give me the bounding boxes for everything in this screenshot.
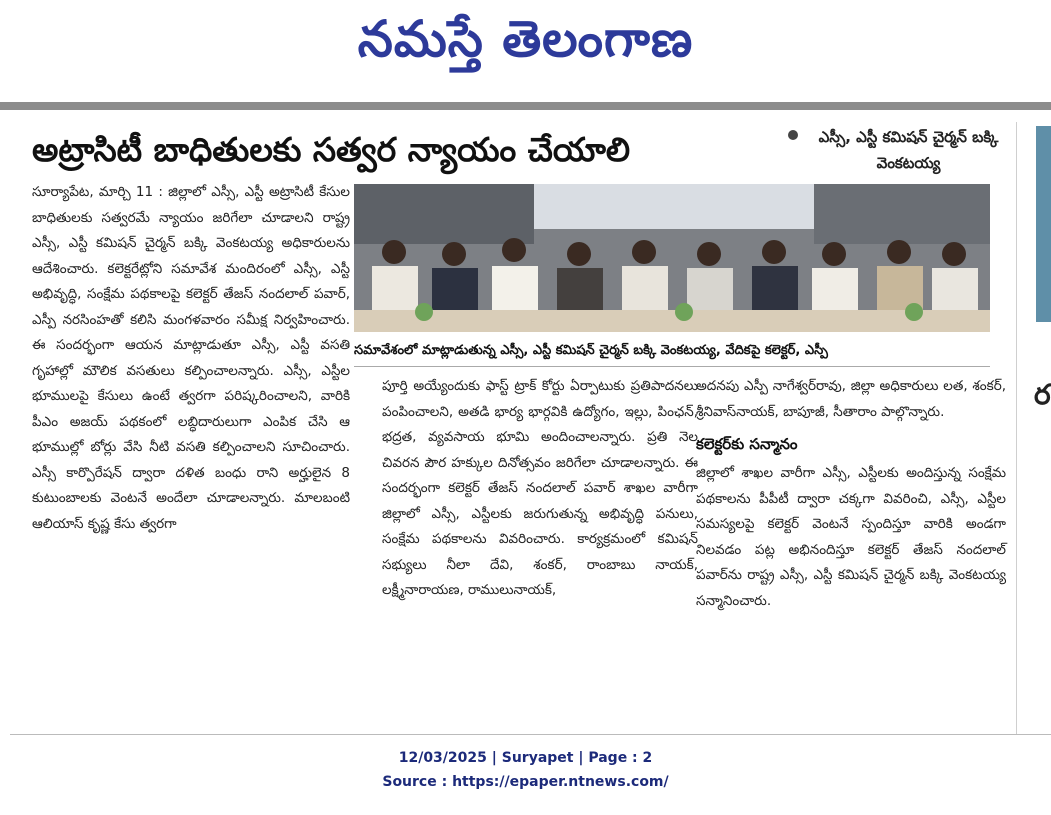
adjacent-article-edge [1030, 122, 1051, 734]
source-link[interactable]: Source : https://epaper.ntnews.com/ [382, 774, 669, 790]
article-subheadline: ఎస్సీ, ఎస్టీ కమిషన్ చైర్మన్ బక్కి వెంకటయ్య [818, 128, 999, 172]
article-clip [10, 122, 1016, 734]
bullet-icon [788, 130, 798, 140]
meeting-photo-illustration [354, 184, 990, 332]
clip-bottom-border [10, 734, 1051, 735]
masthead-divider [0, 102, 1051, 110]
article-column-3 [696, 374, 1006, 614]
article-column-2 [382, 374, 698, 604]
column-3-intro: అదనపు ఎస్పీ నాగేశ్వర్‌రావు, జిల్లా అధికారులు లత, శంకర్, శ్రీనివాస్‌నాయక్, బాపూజీ, సీతారాం పాల్గొన్నారు. [696, 378, 1006, 420]
photo-caption: సమావేశంలో మాట్లాడుతున్న ఎస్సీ, ఎస్టీ కమిషన్ చైర్మన్ బక్కి వెంకటయ్య, వేదికపై కలెక్టర్, ఎస్పీ [354, 336, 990, 367]
masthead [0, 0, 1051, 100]
adjacent-photo-edge [1036, 126, 1051, 322]
adjacent-headline-glyph: ర [1034, 378, 1051, 411]
page-footer [0, 746, 1051, 794]
newspaper-logo: నమస్తే తెలంగాణ [357, 10, 694, 68]
column-1-text: సూర్యాపేట, మార్చి 11 : జిల్లాలో ఎస్సీ, ఎస్టీ అట్రాసిటీ కేసుల బాధితులకు సత్వరమే న్యాయం జరిగేలా చూడాలని రాష్ట్ర ఎస్సీ, ఎస్టీ కమిషన్ చైర్మన్ బక్కి వెంకటయ్య అధికారులను ఆదేశించారు. కలెక్టరేట్లోని సమావేశ మందిరంలో ఎస్సీ, ఎస్టీ అభివృద్ధి, సంక్షేమ పథకాలపై కలెక్టర్ తేజస్ నందలాల్ పవార్, ఎస్పీ నరసింహతో కలిసి మంగళవారం సమీక్ష నిర్వహించారు. ఈ సందర్భంగా ఆయన మాట్లాడుతూ ఎస్సీ, ఎస్టీ వసతి గృహాల్లో మౌలిక వసతులు కల్పించాలన్నారు. ఎస్సీ, ఎస్టీల భూములపై కేసులు ఉంటే త్వరగా పరిష్కరించాలని, వారికి పీఎం అజయ్ పథకంలో లబ్ధిదారులుగా ఎంపిక చేసి ఆ భూముల్లో బోర్లు వేసి నీటి వసతి కల్పించాలని సూచించారు. ఎస్సీ కార్పొరేషన్ ద్వారా దళిత బంధు రాని అర్హులైన 8 కుటుంబాలకు వెంటనే అందేలా చూడాలన్నారు. మాలబంటి ఆలియాస్ కృష్ణ కేసు త్వరగా [32, 184, 350, 532]
column-2-text: పూర్తి అయ్యేందుకు ఫాస్ట్ ట్రాక్ కోర్టు ఏర్పాటుకు ప్రతిపాదనలు పంపించాలని, అతడి భార్య భార్గవికి ఉద్యోగం, ఇల్లు, పింఛన్, భద్రత, వ్యవసాయ భూమి అందించాలన్నారు. ప్రతి నెల చివరన పౌర హక్కుల దినోత్సవం జరిగేలా చూడాలన్నారు. ఈ సందర్భంగా కలెక్టర్ తేజస్ నందలాల్ పవార్ శాఖల వారీగా జిల్లాలో ఎస్సీ, ఎస్టీలకు జరుగుతున్న అభివృద్ధి పనులు, సంక్షేమ పథకాలను వివరించారు. కార్యక్రమంలో కమిషన్ సభ్యులు నీలా దేవి, శంకర్, రాంబాబు నాయక్, లక్ష్మీనారాయణ, రాములునాయక్, [382, 378, 698, 598]
section-heading: కలెక్టర్‌కు సన్మానం [696, 435, 798, 453]
news-photo [354, 184, 990, 332]
article-column-1 [32, 180, 350, 537]
article-headline: అట్రాసిటీ బాధితులకు సత్వర న్యాయం చేయాలి [32, 130, 631, 169]
edition-info: 12/03/2025 | Suryapet | Page : 2 [398, 750, 653, 766]
column-3-body: జిల్లాలో శాఖల వారీగా ఎస్సీ, ఎస్టీలకు అందిస్తున్న సంక్షేమ పథకాలను పీపీటీ ద్వారా చక్కగా వివరించి, ఎస్సీ, ఎస్టీల సమస్యలపై కలెక్టర్ వెంటనే స్పందిస్తూ వారికి అండగా నిలవడం పట్ల అభినందిస్తూ కలెక్టర్ తేజస్ నందలాల్ పవార్‌ను రాష్ట్ర ఎస్సీ, ఎస్టీ కమిషన్ చైర్మన్ బక్కి వెంకటయ్య సన్మానించారు. [696, 465, 1006, 609]
column-divider [1016, 122, 1017, 734]
